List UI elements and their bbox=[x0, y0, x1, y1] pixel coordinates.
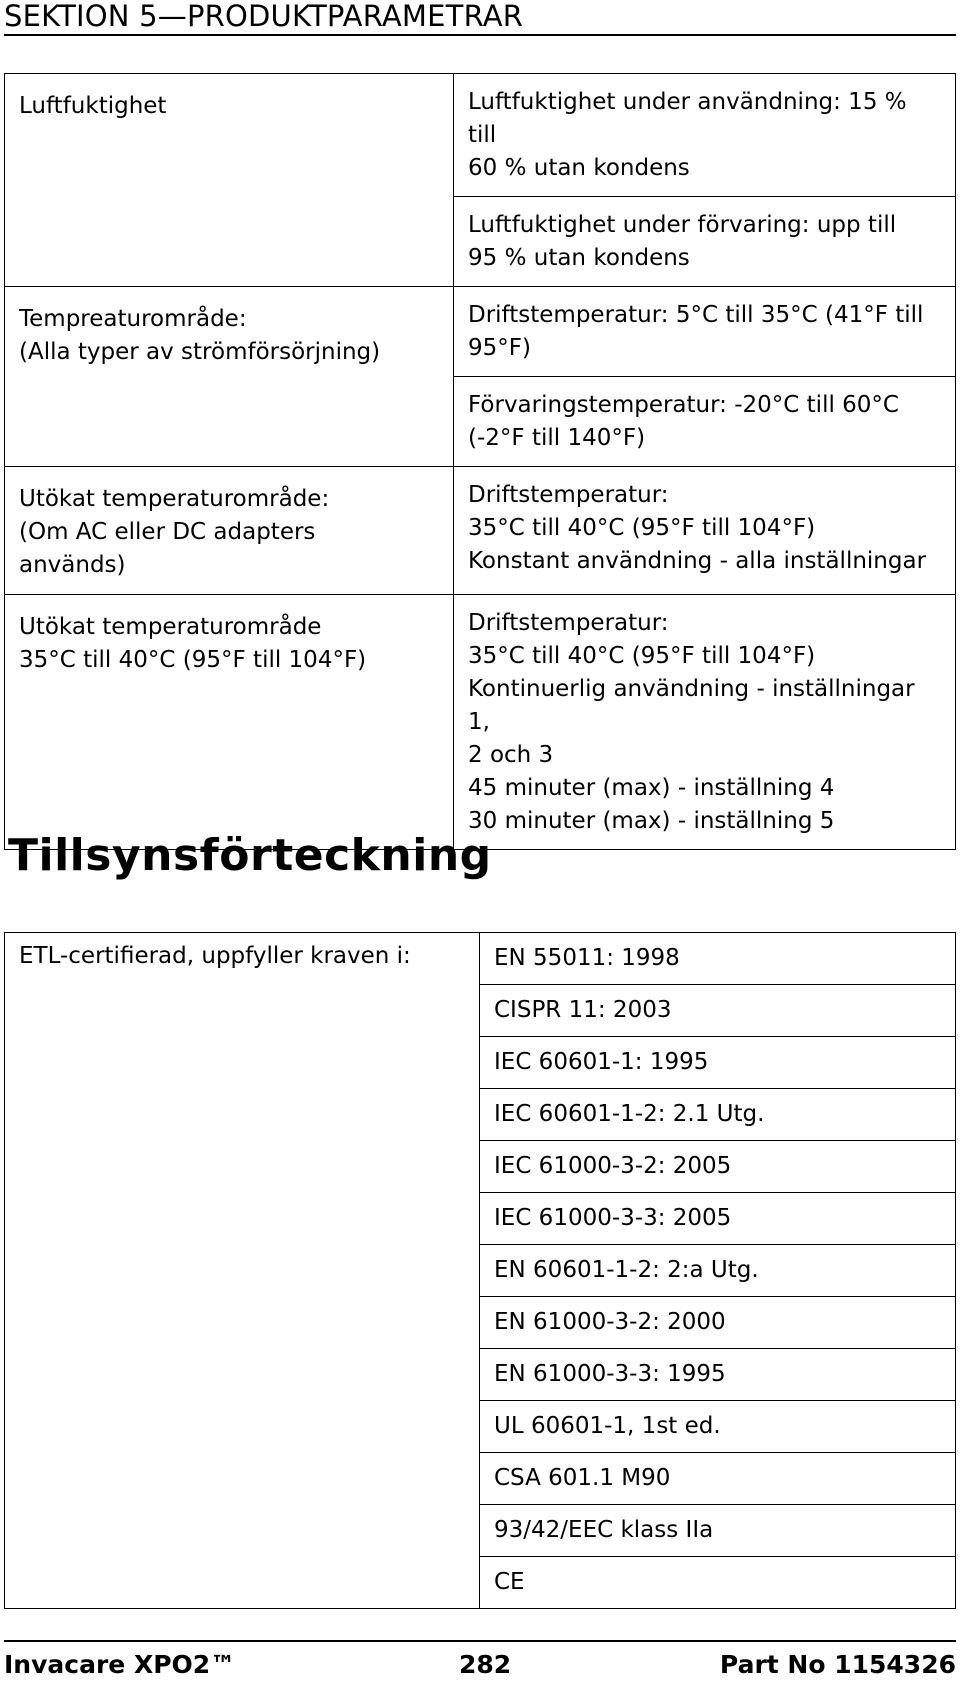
param-value: Driftstemperatur: 35°C till 40°C (95°F till 104°F) Kontinuerlig användning - inställningar 1, 2 och 3 45 minuter (max) - inställning 4 30 minuter (max) - inställning 5 bbox=[454, 595, 956, 850]
standard-item: IEC 60601-1: 1995 bbox=[480, 1037, 956, 1089]
standard-item: IEC 61000-3-3: 2005 bbox=[480, 1193, 956, 1245]
table-row bbox=[5, 287, 956, 377]
standard-item: CSA 601.1 M90 bbox=[480, 1453, 956, 1505]
page-footer bbox=[4, 1640, 956, 1685]
param-label: Utökat temperaturområde 35°C till 40°C (95°F till 104°F) bbox=[5, 595, 454, 850]
footer-part-number: Part No 1154326 bbox=[719, 1650, 956, 1679]
section-title: Tillsynsförteckning bbox=[8, 830, 492, 881]
table-row bbox=[5, 595, 956, 850]
footer-page-number: 282 bbox=[459, 1650, 512, 1679]
regulatory-table bbox=[4, 932, 956, 1609]
standard-item: CE bbox=[480, 1557, 956, 1609]
param-value: Driftstemperatur: 35°C till 40°C (95°F till 104°F) Konstant användning - alla inställningar bbox=[454, 467, 956, 595]
parameters-table bbox=[4, 73, 956, 850]
param-value: Driftstemperatur: 5°C till 35°C (41°F till 95°F) bbox=[454, 287, 956, 377]
param-label: Tempreaturområde: (Alla typer av strömförsörjning) bbox=[5, 287, 454, 467]
standard-item: UL 60601-1, 1st ed. bbox=[480, 1401, 956, 1453]
param-label: Utökat temperaturområde: (Om AC eller DC adapters används) bbox=[5, 467, 454, 595]
standard-item: IEC 61000-3-2: 2005 bbox=[480, 1141, 956, 1193]
param-label: Luftfuktighet bbox=[5, 74, 454, 287]
param-value: Luftfuktighet under förvaring: upp till 95 % utan kondens bbox=[454, 197, 956, 287]
standard-item: EN 55011: 1998 bbox=[480, 933, 956, 985]
table-row bbox=[5, 933, 956, 985]
table-row bbox=[5, 467, 956, 595]
standard-item: IEC 60601-1-2: 2.1 Utg. bbox=[480, 1089, 956, 1141]
footer-product: Invacare XPO2™ bbox=[4, 1650, 236, 1679]
standard-item: EN 61000-3-2: 2000 bbox=[480, 1297, 956, 1349]
regulatory-label: ETL-certifierad, uppfyller kraven i: bbox=[5, 933, 480, 1609]
standard-item: EN 61000-3-3: 1995 bbox=[480, 1349, 956, 1401]
standard-item: CISPR 11: 2003 bbox=[480, 985, 956, 1037]
page-header bbox=[4, 0, 956, 36]
page-title: SEKTION 5—PRODUKTPARAMETRAR bbox=[4, 0, 524, 33]
param-value: Luftfuktighet under användning: 15 % till 60 % utan kondens bbox=[454, 74, 956, 197]
table-row bbox=[5, 74, 956, 197]
standard-item: EN 60601-1-2: 2:a Utg. bbox=[480, 1245, 956, 1297]
param-value: Förvaringstemperatur: -20°C till 60°C (-2°F till 140°F) bbox=[454, 377, 956, 467]
standard-item: 93/42/EEC klass IIa bbox=[480, 1505, 956, 1557]
